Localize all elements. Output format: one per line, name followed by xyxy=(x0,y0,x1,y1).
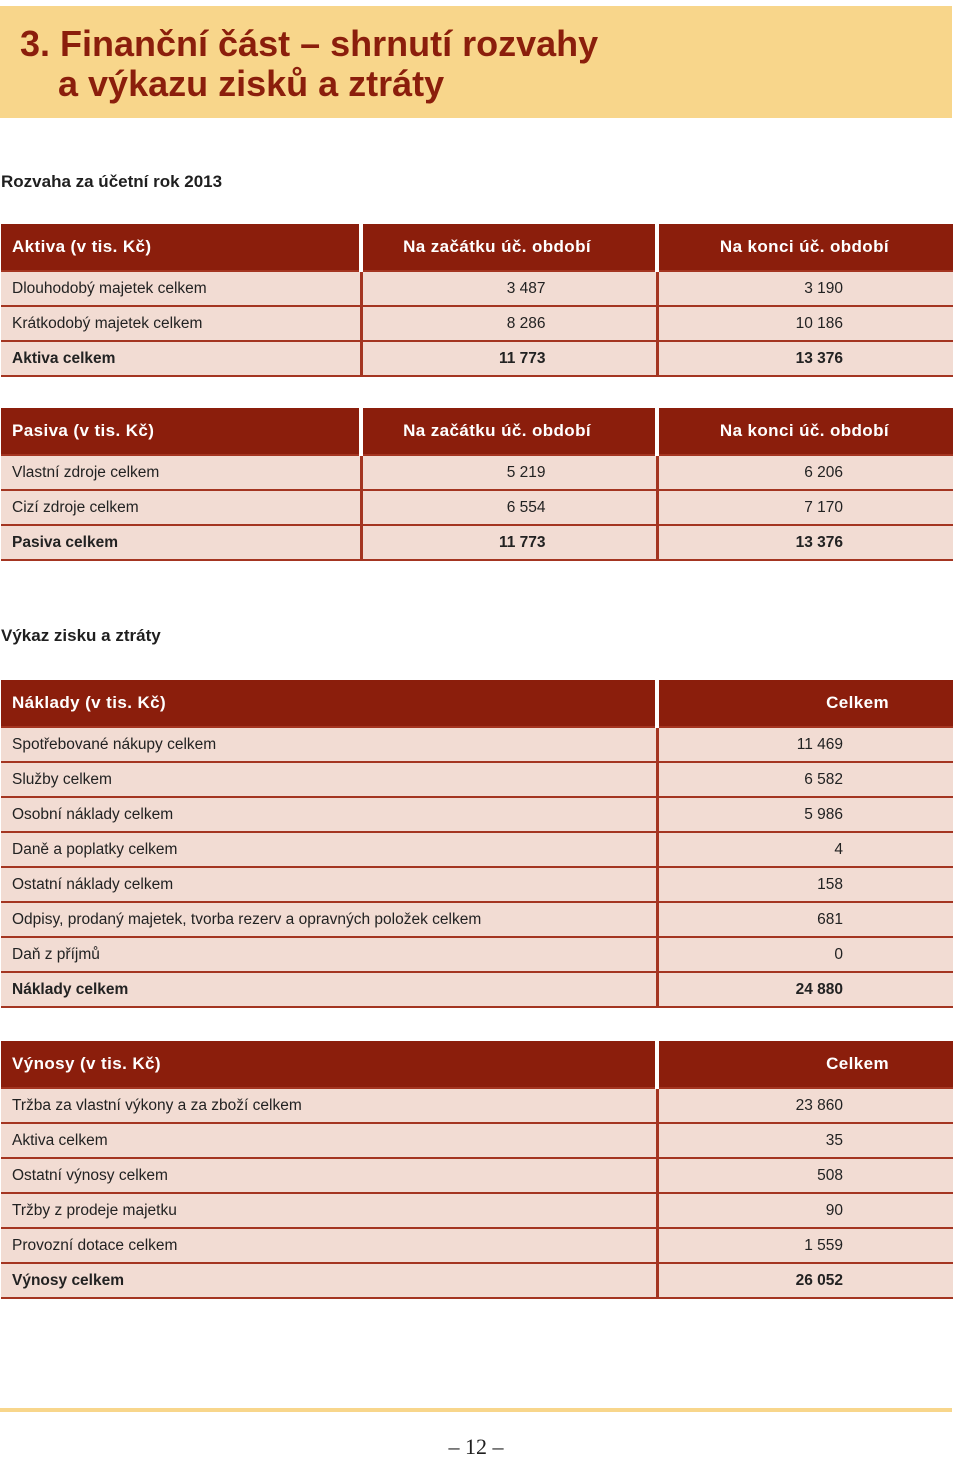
row-label: Dlouhodobý majetek celkem xyxy=(1,271,361,306)
table-total-row xyxy=(1,1263,953,1298)
column-header: Na začátku úč. období xyxy=(361,408,657,455)
row-label: Provozní dotace celkem xyxy=(1,1228,657,1263)
row-value: 23 860 xyxy=(657,1088,953,1123)
row-label: Služby celkem xyxy=(1,762,657,797)
row-value-end: 13 376 xyxy=(657,525,953,560)
row-label: Spotřebované nákupy celkem xyxy=(1,727,657,762)
row-value-end: 3 190 xyxy=(657,271,953,306)
row-label: Pasiva celkem xyxy=(1,525,361,560)
column-header: Na začátku úč. období xyxy=(361,224,657,271)
row-label: Cizí zdroje celkem xyxy=(1,490,361,525)
page-number: – 12 – xyxy=(448,1434,504,1459)
footer-rule xyxy=(0,1408,952,1412)
page-title-line-1: 3. Finanční část – shrnutí rozvahy xyxy=(20,23,599,64)
row-label: Tržba za vlastní výkony a za zboží celkem xyxy=(1,1088,657,1123)
row-label: Náklady celkem xyxy=(1,972,657,1007)
column-header: Náklady (v tis. Kč) xyxy=(1,680,657,727)
row-label: Daň z příjmů xyxy=(1,937,657,972)
table-header-row xyxy=(1,224,953,271)
row-value: 681 xyxy=(657,902,953,937)
row-value-start: 6 554 xyxy=(361,490,657,525)
column-header: Celkem xyxy=(657,680,953,727)
page-title xyxy=(20,24,598,104)
table-row xyxy=(1,727,953,762)
table-row xyxy=(1,902,953,937)
row-value-end: 7 170 xyxy=(657,490,953,525)
table-total-row xyxy=(1,972,953,1007)
column-header: Pasiva (v tis. Kč) xyxy=(1,408,361,455)
table-header-row xyxy=(1,1041,953,1088)
row-label: Vlastní zdroje celkem xyxy=(1,455,361,490)
row-label: Ostatní náklady celkem xyxy=(1,867,657,902)
row-value: 26 052 xyxy=(657,1263,953,1298)
row-value: 11 469 xyxy=(657,727,953,762)
row-value: 1 559 xyxy=(657,1228,953,1263)
row-value: 6 582 xyxy=(657,762,953,797)
row-label: Aktiva celkem xyxy=(1,1123,657,1158)
assets-table xyxy=(1,224,953,377)
column-header: Na konci úč. období xyxy=(657,408,953,455)
balance-sheet-heading: Rozvaha za účetní rok 2013 xyxy=(1,172,223,191)
column-header: Výnosy (v tis. Kč) xyxy=(1,1041,657,1088)
column-header: Celkem xyxy=(657,1041,953,1088)
row-label: Daně a poplatky celkem xyxy=(1,832,657,867)
row-label: Odpisy, prodaný majetek, tvorba rezerv a opravných položek celkem xyxy=(1,902,657,937)
table-row xyxy=(1,1158,953,1193)
row-value: 4 xyxy=(657,832,953,867)
liabilities-table xyxy=(1,408,953,561)
table-row xyxy=(1,832,953,867)
row-value-end: 13 376 xyxy=(657,341,953,376)
table-row xyxy=(1,762,953,797)
row-value-start: 3 487 xyxy=(361,271,657,306)
table-row xyxy=(1,1228,953,1263)
revenues-table xyxy=(1,1041,953,1299)
row-label: Tržby z prodeje majetku xyxy=(1,1193,657,1228)
table-header-row xyxy=(1,408,953,455)
row-label: Ostatní výnosy celkem xyxy=(1,1158,657,1193)
table-row xyxy=(1,455,953,490)
costs-table xyxy=(1,680,953,1008)
column-header: Aktiva (v tis. Kč) xyxy=(1,224,361,271)
table-header-row xyxy=(1,680,953,727)
table-row xyxy=(1,306,953,341)
page-title-line-2: a výkazu zisků a ztráty xyxy=(58,63,445,104)
table-row xyxy=(1,937,953,972)
row-label: Výnosy celkem xyxy=(1,1263,657,1298)
row-label: Osobní náklady celkem xyxy=(1,797,657,832)
table-row xyxy=(1,1193,953,1228)
row-value: 508 xyxy=(657,1158,953,1193)
table-row xyxy=(1,490,953,525)
table-row xyxy=(1,1123,953,1158)
row-value-start: 11 773 xyxy=(361,525,657,560)
table-row xyxy=(1,797,953,832)
income-statement-heading: Výkaz zisku a ztráty xyxy=(1,626,161,645)
row-value: 158 xyxy=(657,867,953,902)
row-label: Aktiva celkem xyxy=(1,341,361,376)
row-value: 5 986 xyxy=(657,797,953,832)
row-label: Krátkodobý majetek celkem xyxy=(1,306,361,341)
row-value: 90 xyxy=(657,1193,953,1228)
row-value-end: 6 206 xyxy=(657,455,953,490)
table-row xyxy=(1,867,953,902)
table-total-row xyxy=(1,525,953,560)
row-value-start: 11 773 xyxy=(361,341,657,376)
column-header: Na konci úč. období xyxy=(657,224,953,271)
table-total-row xyxy=(1,341,953,376)
row-value-start: 5 219 xyxy=(361,455,657,490)
row-value: 0 xyxy=(657,937,953,972)
row-value: 24 880 xyxy=(657,972,953,1007)
table-row xyxy=(1,271,953,306)
row-value: 35 xyxy=(657,1123,953,1158)
table-row xyxy=(1,1088,953,1123)
row-value-end: 10 186 xyxy=(657,306,953,341)
row-value-start: 8 286 xyxy=(361,306,657,341)
